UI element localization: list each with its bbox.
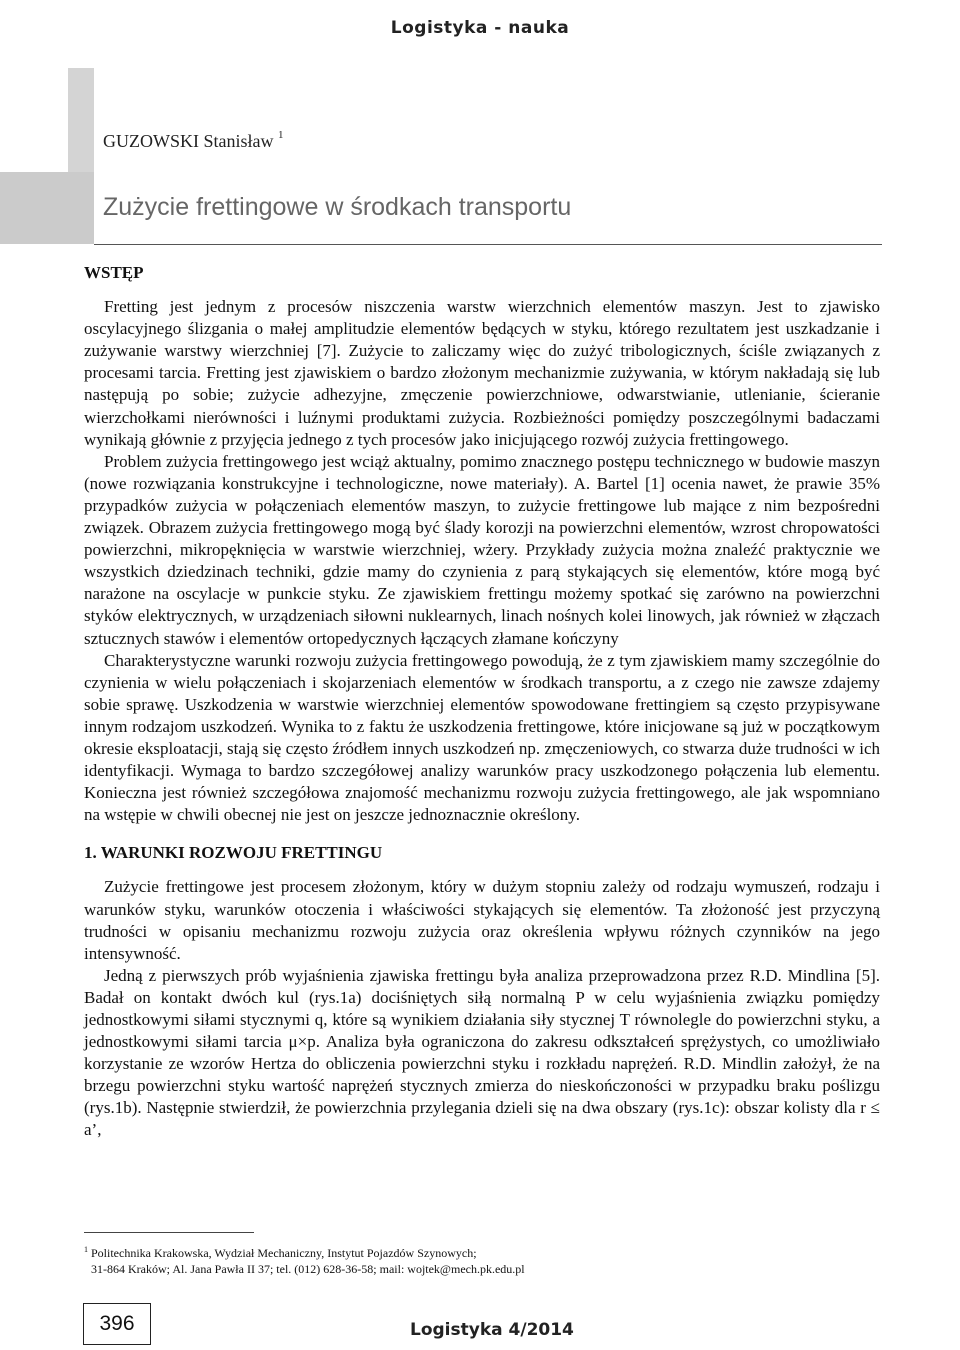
decorative-title-block: [0, 172, 94, 244]
author-name: GUZOWSKI Stanisław: [103, 131, 274, 151]
author-footnote-mark: 1: [277, 129, 284, 141]
author-line: [103, 131, 283, 152]
decorative-side-strip: [68, 68, 94, 176]
title-divider: [94, 244, 882, 245]
article-body: [84, 262, 880, 1142]
journal-section-header: Logistyka - nauka: [390, 18, 570, 38]
section-heading-intro: WSTĘP: [84, 263, 144, 282]
footnote-divider: [84, 1232, 254, 1233]
page-number: 396: [83, 1303, 151, 1345]
footnote-line-2: 31-864 Kraków; Al. Jana Pawła II 37; tel. (012) 628-36-58; mail: wojtek@mech.pk.edu.pl: [91, 1262, 525, 1276]
section-heading-1: 1. WARUNKI ROZWOJU FRETTINGU: [84, 843, 383, 863]
article-title: Zużycie frettingowe w środkach transportu: [103, 193, 572, 221]
intro-paragraph-3: Charakterystyczne warunki rozwoju zużycia frettingowego powodują, że z tym zjawiskiem mamy szczególnie do czynienia w wielu połączeniach i skojarzeniach elementów w środkach transportu, a z czego nie zawsze zdajemy sobie sprawę. Uszkodzenia w warstwie wierzchniej elementów spowodowane frettingiem są często przypisywane innym rodzajom uszkodzeń. Wynika to z faktu że uszkodzenia frettingowe, które inicjowane są już w początkowym okresie eksploatacji, stają się często źródłem innych uszkodzeń np. zmęczeniowych, co stwarza duże trudności w ich identyfikacji. Wymaga to bardzo szczegółowej analizy warunków pracy uszkodzonego połączenia lub elementu. Konieczna jest również szczegółowa znajomość mechanizmu rozwoju zużycia frettingowego, ale jak wspomniano na wstępie w chwili obecnej nie jest on jeszcze jednoznacznie określony.: [84, 650, 880, 825]
journal-issue-footer: Logistyka 4/2014: [410, 1320, 574, 1340]
section1-paragraph-1: Zużycie frettingowe jest procesem złożonym, który w dużym stopniu zależy od rodzaju wymuszeń, rodzaju i warunków styku, warunków otoczenia i właściwości stykających się elementów. Ta złożoność jest przyczyną trudności w opisaniu mechanizmu rozwoju zużycia oraz określenia wpływu różnych czynników na jego intensywność.: [84, 877, 880, 963]
intro-paragraph-1: Fretting jest jednym z procesów niszczenia warstw wierzchnich elementów maszyn. Jest to zjawisko oscylacyjnego ślizgania o małej amplitudzie elementów będących w styku, którego rezultatem jest uszkadzanie i zużywanie warstwy wierzchniej [7]. Zużycie to zaliczamy więc do zużyć tribologicznych, ściśle związanych z procesami tarcia. Fretting jest zjawiskiem o bardzo złożonym mechanizmie zużywania, w którym nakładają się lub następują po sobie; zużycie adhezyjne, zmęczenie powierzchniowe, odwarstwianie, utlenianie, ścieranie wierzchołkami nierówności i luźnymi produktami zużycia. Rozbieżności pomiędzy poszczególnymi badaczami wynikają głównie z przyjęcia jednego z tych procesów jako inicjującego rozwój zużycia frettingowego.: [84, 297, 880, 449]
intro-paragraph-2: Problem zużycia frettingowego jest wciąż aktualny, pomimo znacznego postępu technicznego w budowie maszyn (nowe rozwiązania konstrukcyjne i technologiczne, nowe materiały). A. Bartel [1] ocenia nawet, że prawie 35% przypadków zużycia w połączeniach elementów maszyn, to zużycie frettingowe lub mające z nim bezpośredni związek. Obrazem zużycia frettingowego mogą być ślady korozji na powierzchni elementów, wzrost chropowatości powierzchni, mikropęknięcia w warstwie wierzchniej, wżery. Przykłady zużycia można znaleźć praktycznie we wszystkich dziedzinach techniki, gdzie mamy do czynienia z parą stykających się elementów, które mogą być narażone na oscylacje w punkcie styku. Ze zjawiskiem frettingu możemy spotkać się zarówno na powierzchni styków elektrycznych, w urządzeniach siłowni nuklearnych, linach nośnych kolei linowych, jak również w złączach sztucznych stawów i elementów ortopedycznych łączących złamane kończyny: [84, 451, 880, 648]
footnote-line-1: $^1$ Politechnika Krakowska, Wydział Mechaniczny, Instytut Pojazdów Szynowych;: [84, 1245, 477, 1260]
footnote-mark: 1: [84, 1245, 88, 1254]
footnote: [84, 1242, 880, 1277]
section1-paragraph-2: Jedną z pierwszych prób wyjaśnienia zjawiska frettingu była analiza przeprowadzona przez R.D. Mindlina [5]. Badał on kontakt dwóch kul (rys.1a) dociśniętych siłą normalną P w celu wyjaśnienia związku pomiędzy jednostkowymi siłami stycznymi q, które są wynikiem działania siły stycznej T równolegle do powierzchni styku, a jednostkowymi siłami tarcia μ×p. Analiza była ograniczona do zakresu odkształceń sprężystych, co umożliwiało korzystanie ze wzorów Hertza do obliczenia powierzchni styku i rozkładu naprężeń. R.D. Mindlin założył, że na brzegu powierzchni styku wartość naprężeń stycznych zmierza do nieskończoności w przypadku braku poślizgu (rys.1b). Następnie stwierdził, że powierzchnia przylegania dzieli się na dwa obszary (rys.1c): obszar kolisty dla r ≤ a’,: [84, 965, 880, 1140]
